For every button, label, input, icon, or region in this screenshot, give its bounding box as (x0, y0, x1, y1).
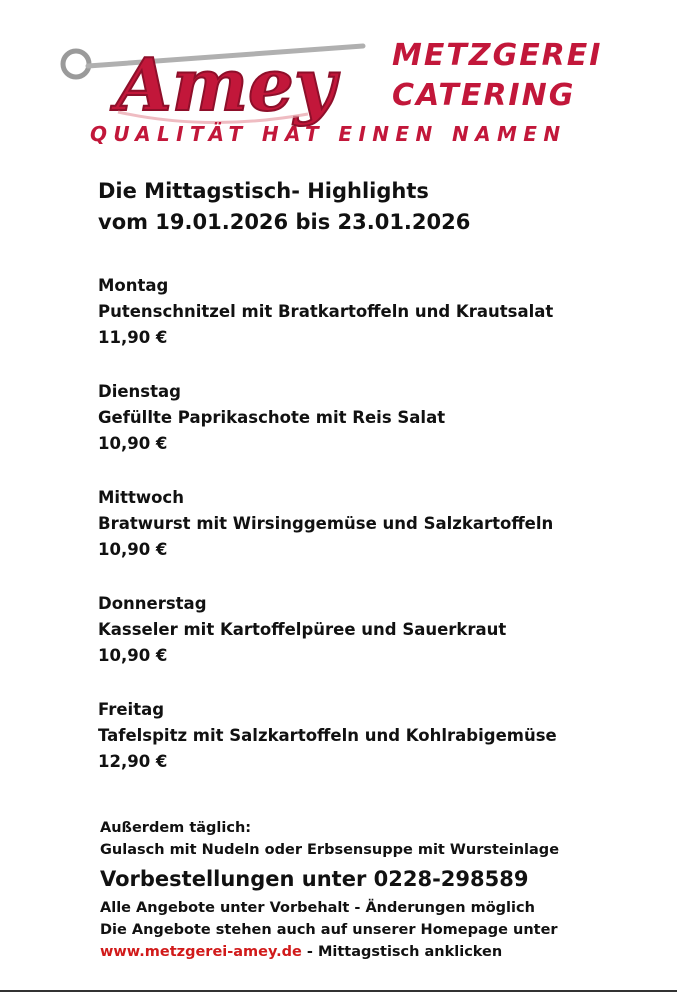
disclaimer: Alle Angebote unter Vorbehalt - Änderungen möglich (100, 900, 535, 916)
dish-price: 11,90 € (98, 328, 168, 347)
dish-name: Putenschnitzel mit Bratkartoffeln und Krautsalat (98, 302, 554, 321)
daily-label: Außerdem täglich: (100, 820, 252, 836)
bottom-divider (0, 990, 677, 992)
menu-day-tuesday (98, 379, 658, 485)
day-name: Freitag (98, 700, 165, 719)
weekly-menu (98, 273, 658, 803)
dish-price: 10,90 € (98, 434, 168, 453)
website-line (100, 941, 660, 963)
day-name: Donnerstag (98, 594, 207, 613)
website-link[interactable]: www.metzgerei-amey.de (100, 944, 302, 960)
brand-catering: CATERING (392, 78, 576, 113)
menu-day-wednesday (98, 485, 658, 591)
menu-day-monday (98, 273, 658, 379)
website-suffix: - Mittagstisch anklicken (301, 944, 503, 960)
brand-metzgerei: METZGEREI (392, 38, 603, 73)
title-line-2: vom 19.01.2026 bis 23.01.2026 (98, 210, 471, 234)
brand-block (392, 36, 602, 116)
preorder-phone: Vorbestellungen unter 0228-298589 (100, 867, 529, 891)
menu-day-thursday (98, 591, 658, 697)
dish-name: Kasseler mit Kartoffelpüree und Sauerkraut (98, 620, 507, 639)
dish-name: Tafelspitz mit Salzkartoffeln und Kohlrabigemüse (98, 726, 557, 745)
day-name: Montag (98, 276, 169, 295)
slogan: QUALITÄT HAT EINEN NAMEN (90, 122, 567, 146)
amey-logo (58, 32, 368, 132)
dish-price: 10,90 € (98, 540, 168, 559)
menu-title (98, 176, 470, 238)
day-name: Dienstag (98, 382, 181, 401)
dish-name: Gefüllte Paprikaschote mit Reis Salat (98, 408, 446, 427)
daily-dish: Gulasch mit Nudeln oder Erbsensuppe mit Wursteinlage (100, 842, 560, 858)
title-line-1: Die Mittagstisch- Highlights (98, 179, 429, 203)
menu-day-friday (98, 697, 658, 803)
dish-price: 12,90 € (98, 752, 168, 771)
logo-wordmark: Amey (116, 42, 336, 127)
footer-info (100, 817, 660, 963)
dish-name: Bratwurst mit Wirsinggemüse und Salzkartoffeln (98, 514, 554, 533)
homepage-note: Die Angebote stehen auch auf unserer Homepage unter (100, 922, 558, 938)
dish-price: 10,90 € (98, 646, 168, 665)
day-name: Mittwoch (98, 488, 184, 507)
